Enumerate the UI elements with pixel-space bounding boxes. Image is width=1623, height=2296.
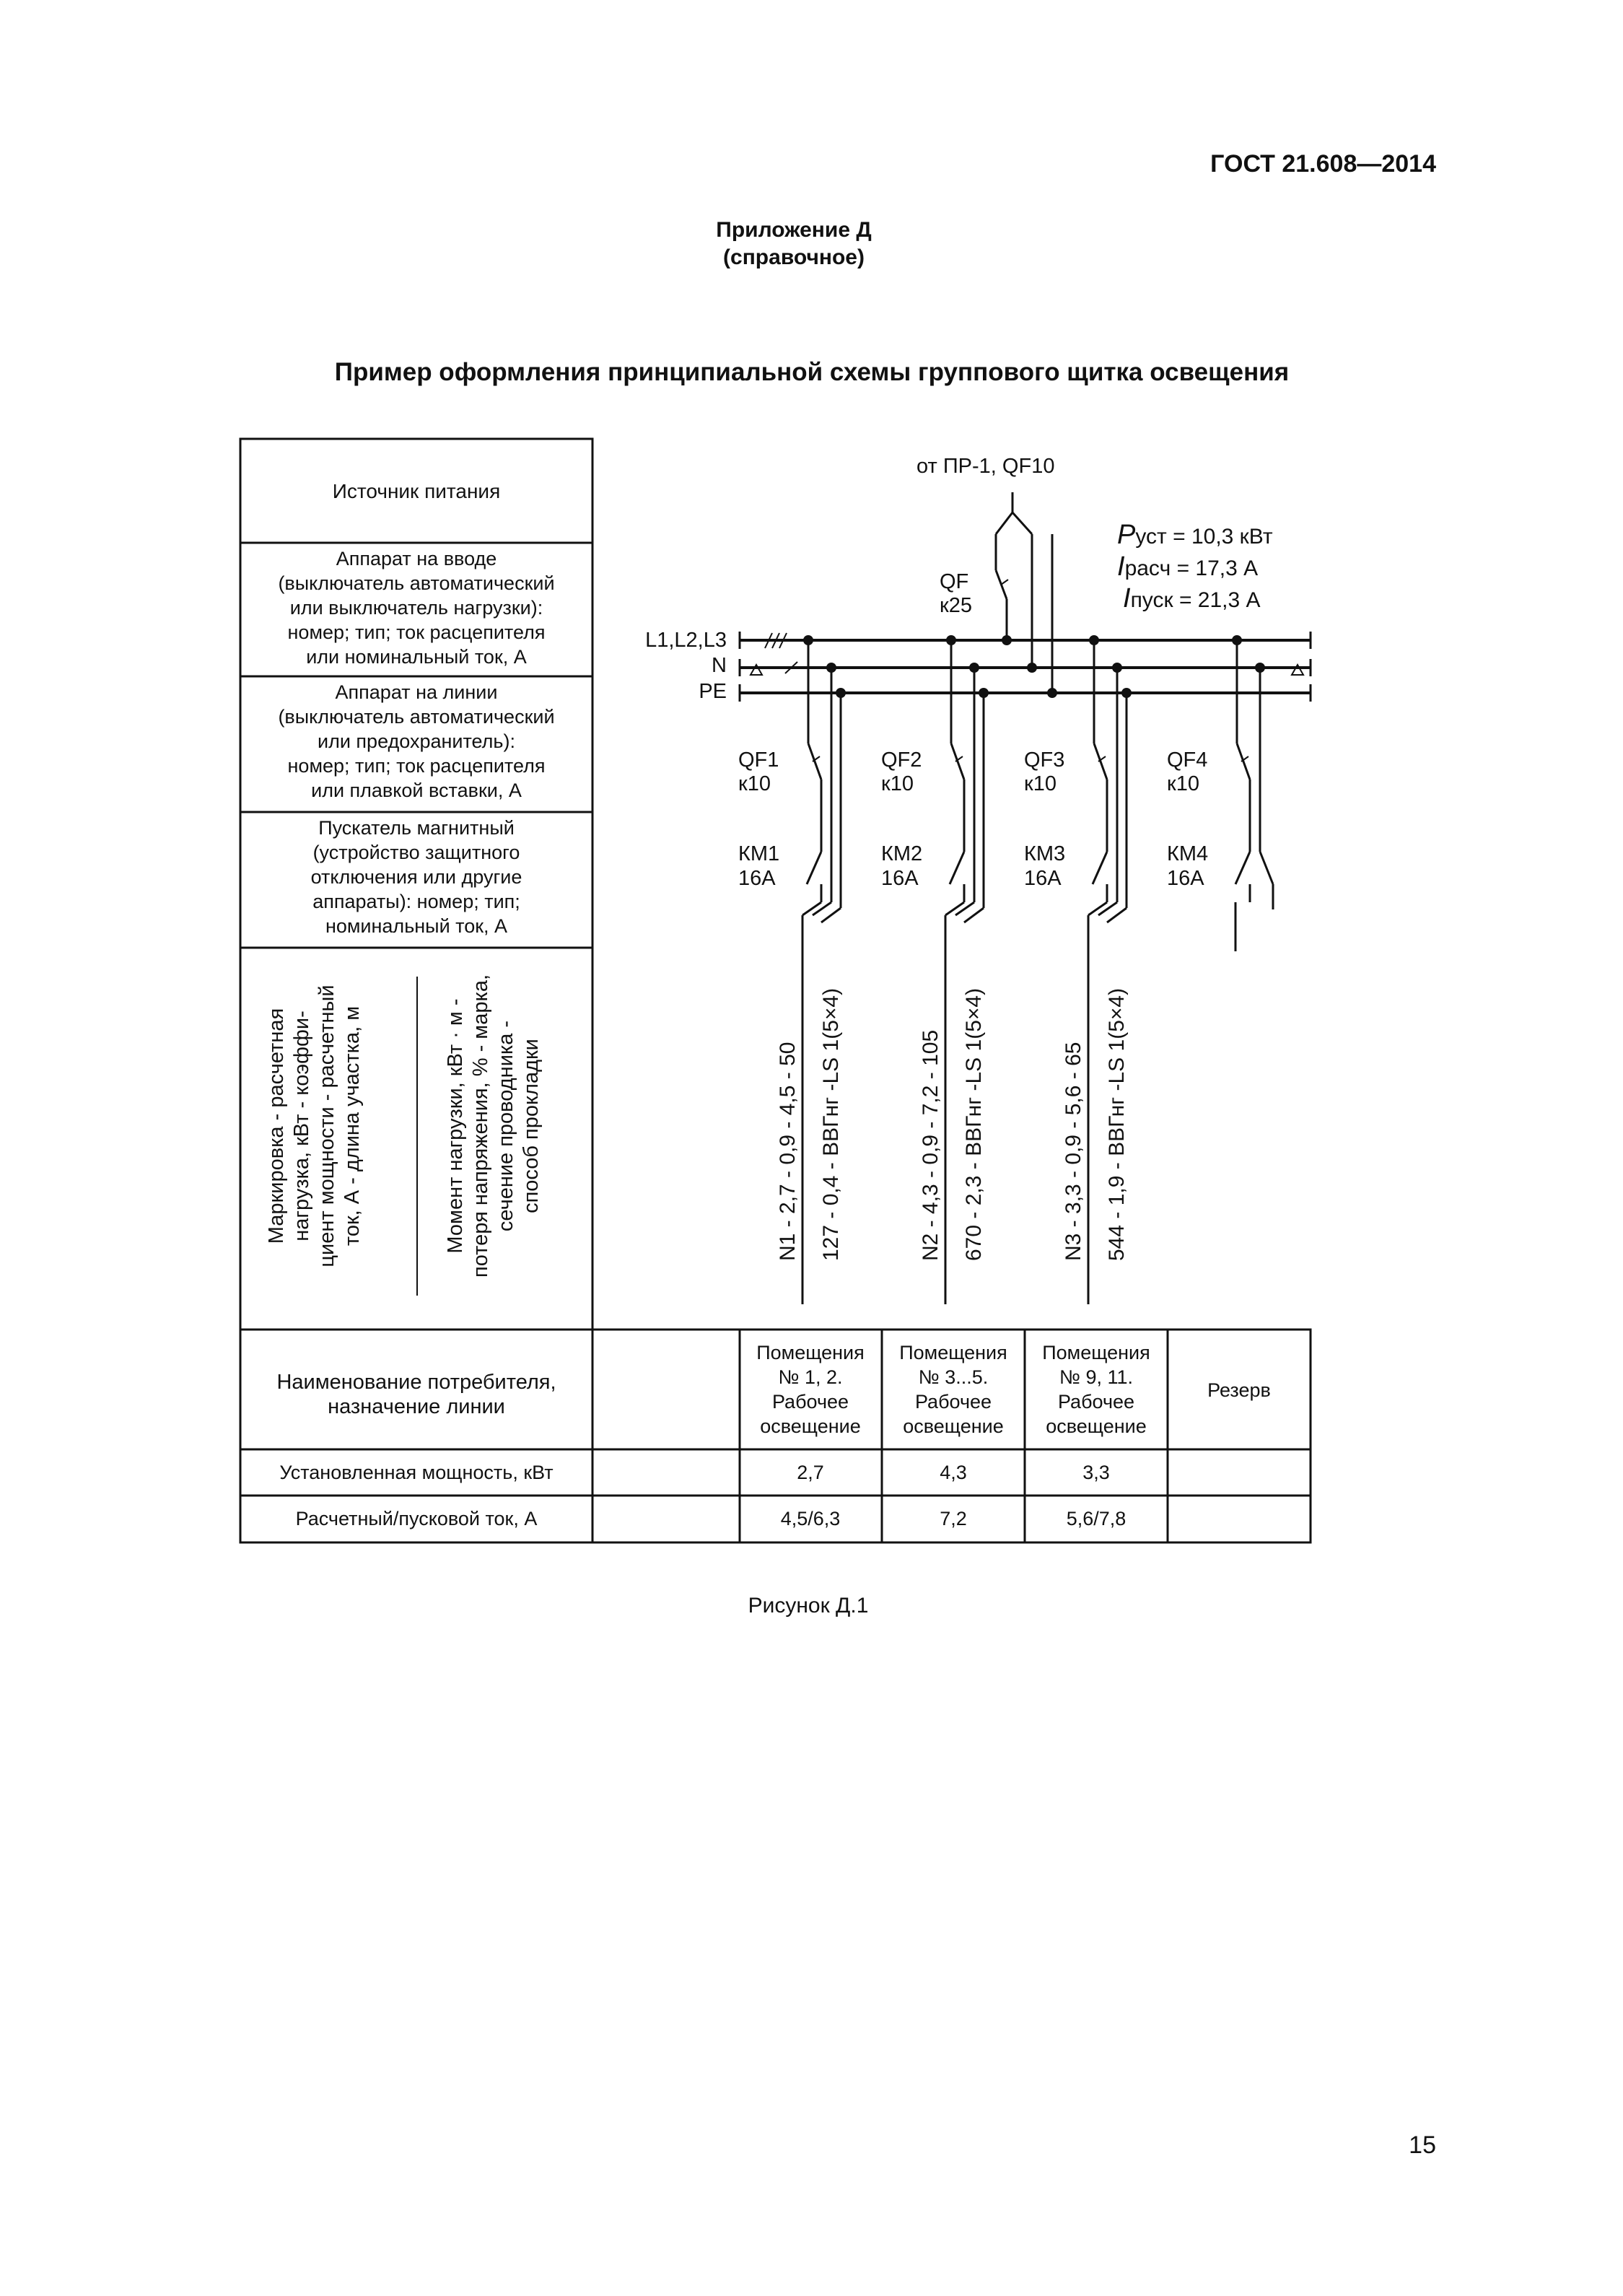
consumer-cell-line: № 9, 11. [1059, 1366, 1134, 1388]
feeder-starter-rating: 16А [1167, 867, 1204, 890]
feeder-breaker-name: QF3 [1024, 748, 1065, 772]
design-current-sub: расч [1124, 556, 1171, 580]
legend-marking-left-line: ток, А - длина участка, м [341, 1005, 364, 1247]
consumer-cell-line: Помещения [1042, 1342, 1150, 1363]
feeder-cable: 127 - 0,4 - ВВГнг -LS 1(5×4) [819, 987, 843, 1261]
consumer-cell-line: Резерв [1207, 1379, 1271, 1401]
page-number: 15 [1409, 2131, 1436, 2159]
legend-input-device-line: или номинальный ток, А [306, 646, 527, 668]
main-breaker-name: QF [940, 570, 969, 593]
legend-marking-left-line: циент мощности - расчетный [315, 985, 338, 1267]
figure-caption: Рисунок Д.1 [748, 1594, 869, 1618]
starting-current-sub: пуск [1130, 588, 1173, 612]
installed-power-value: = 10,3 кВт [1166, 525, 1273, 549]
feeder-breaker-rating: к10 [1167, 772, 1199, 795]
installed-power-cell: 3,3 [1082, 1462, 1110, 1483]
feeder-breaker-rating: к10 [1024, 772, 1057, 795]
legend-marking-left-line: Маркировка - расчетная [265, 1008, 288, 1244]
legend-power-source: Источник питания [332, 480, 501, 502]
feeder-cable: 544 - 1,9 - ВВГнг -LS 1(5×4) [1105, 987, 1129, 1261]
consumer-cell-line: № 3...5. [918, 1366, 989, 1388]
feeder-breaker-rating: к10 [881, 772, 914, 795]
feeder-starter-rating: 16А [881, 867, 919, 890]
main-breaker-rating: к25 [940, 594, 972, 617]
installed-power-label: Установленная мощность, кВт [279, 1462, 554, 1483]
starting-current [1123, 583, 1261, 614]
legend-input-device-line: Аппарат на вводе [336, 548, 497, 569]
legend-line-device-line: или предохранитель): [318, 730, 515, 752]
design-current-cell: 7,2 [940, 1508, 967, 1529]
feeder-marking: N3 - 3,3 - 0,9 - 5,6 - 65 [1062, 1042, 1085, 1261]
legend-starter-line: Пускатель магнитный [318, 817, 515, 839]
design-current [1117, 551, 1258, 582]
feeder-breaker-name: QF1 [738, 748, 779, 772]
consumer-cell-line: Рабочее [1057, 1391, 1135, 1413]
legend-starter-line: (устройство защитного [312, 842, 520, 863]
legend-line-device-line: (выключатель автоматический [278, 706, 555, 728]
legend-marking-right-line: потеря напряжения, % - марка, [469, 974, 492, 1278]
source-label: от ПР-1, QF10 [917, 455, 1055, 478]
installed-power-sub: уст [1135, 525, 1167, 549]
starting-current-value: = 21,3 А [1173, 588, 1261, 612]
consumer-cell-line: Помещения [899, 1342, 1007, 1363]
feeder-breaker-name: QF4 [1167, 748, 1208, 772]
starting-current-symbol: I [1123, 583, 1131, 614]
figure-title: Пример оформления принципиальной схемы группового щитка освещения [334, 358, 1290, 386]
legend-line-device-line: Аппарат на линии [335, 681, 498, 703]
bus-n-label: N [712, 654, 727, 677]
feeder-starter-rating: 16А [1024, 867, 1062, 890]
feeder-marking: N1 - 2,7 - 0,9 - 4,5 - 50 [776, 1042, 800, 1261]
design-current-cell: 5,6/7,8 [1066, 1508, 1127, 1529]
standard-number: ГОСТ 21.608—2014 [1210, 150, 1436, 178]
legend-marking-left-line: нагрузка, кВт - коэффи- [290, 1010, 313, 1241]
bus-phases-label: L1,L2,L3 [645, 629, 727, 652]
design-current-label: Расчетный/пусковой ток, А [295, 1508, 538, 1529]
consumer-label-line: Наименование потребителя, [276, 1371, 556, 1394]
legend-starter-line: аппараты): номер; тип; [312, 891, 520, 912]
legend-line-device-line: номер; тип; ток расцепителя [287, 755, 546, 777]
consumer-cell-line: освещение [903, 1415, 1004, 1437]
consumer-cell-line: освещение [1046, 1415, 1147, 1437]
feeder-breaker-rating: к10 [738, 772, 771, 795]
annex-title: Приложение Д [716, 218, 872, 242]
consumer-cell-line: Помещения [756, 1342, 865, 1363]
feeder-4 [1235, 640, 1273, 951]
feeder-starter-rating: 16А [738, 867, 776, 890]
feeder-breaker-name: QF2 [881, 748, 922, 772]
design-current-symbol: I [1117, 551, 1125, 582]
feeder-starter-name: КМ2 [881, 842, 923, 865]
feeder-marking: N2 - 4,3 - 0,9 - 7,2 - 105 [919, 1029, 942, 1261]
legend-marking-right-line: Момент нагрузки, кВт · м - [444, 998, 467, 1254]
feeder-starter-name: КМ3 [1024, 842, 1066, 865]
consumer-label-line: назначение линии [328, 1395, 505, 1418]
legend-line-device-line: или плавкой вставки, А [311, 780, 522, 801]
bus-pe-label: PE [699, 680, 727, 703]
legend-starter-line: номинальный ток, А [325, 915, 508, 937]
legend-starter-line: отключения или другие [310, 866, 522, 888]
annex-type: (справочное) [723, 245, 865, 269]
installed-power-symbol: P [1117, 520, 1136, 550]
consumer-cell-line: Рабочее [914, 1391, 992, 1413]
installed-power-cell: 2,7 [797, 1462, 824, 1483]
feeder-cable: 670 - 2,3 - ВВГнг -LS 1(5×4) [962, 987, 986, 1261]
feeder-starter-name: КМ1 [738, 842, 780, 865]
consumer-cell-line: Рабочее [771, 1391, 849, 1413]
legend-marking-right-line: способ прокладки [520, 1039, 543, 1213]
design-current-value: = 17,3 А [1171, 556, 1259, 580]
installed-power-cell: 4,3 [940, 1462, 967, 1483]
legend-input-device-line: номер; тип; ток расцепителя [287, 621, 546, 643]
installed-power [1117, 520, 1273, 550]
consumer-cell-line: освещение [760, 1415, 861, 1437]
legend-input-device-line: (выключатель автоматический [278, 572, 555, 594]
legend-input-device-line: или выключатель нагрузки): [289, 597, 543, 619]
design-current-cell: 4,5/6,3 [780, 1508, 841, 1529]
feeder-starter-name: КМ4 [1167, 842, 1209, 865]
legend-marking-right-line: сечение проводника - [494, 1020, 517, 1232]
consumer-cell-line: № 1, 2. [778, 1366, 843, 1388]
